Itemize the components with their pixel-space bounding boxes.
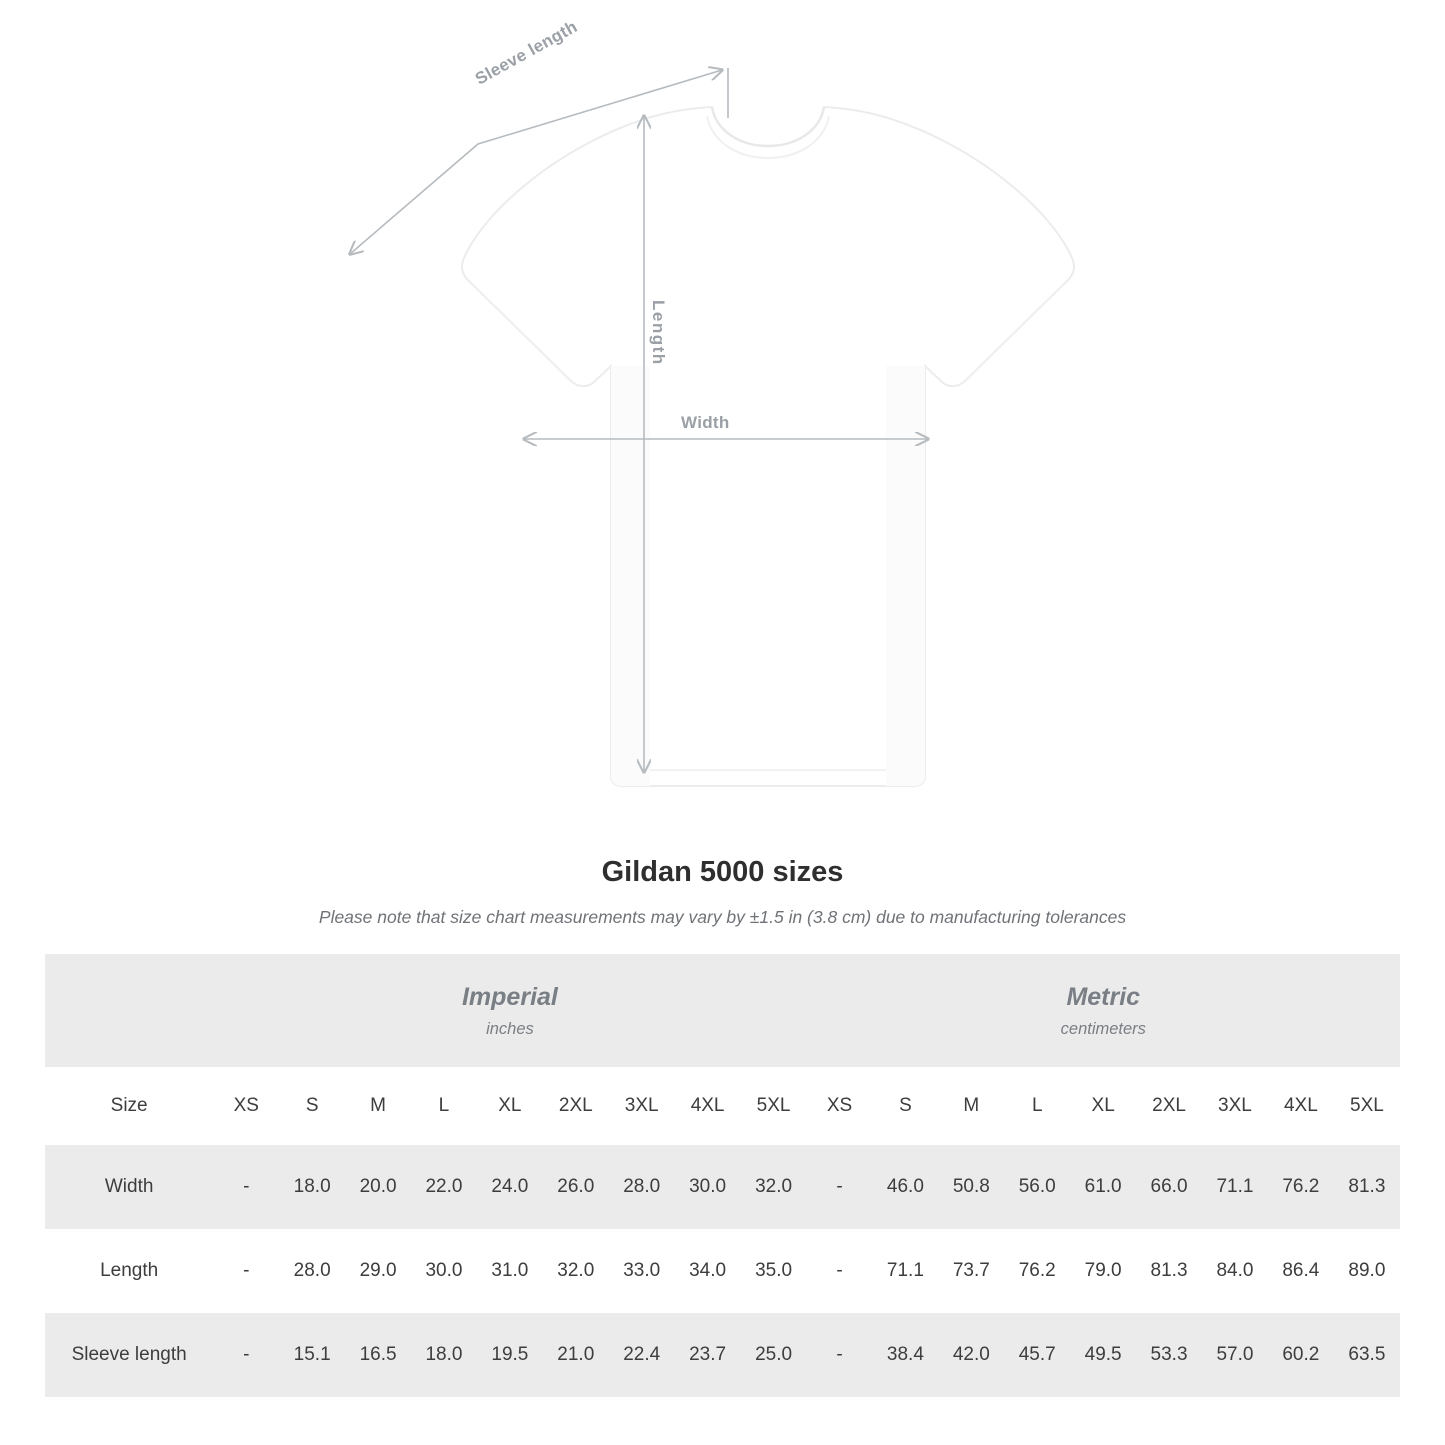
cell-sleeve-imperial-2xl: 21.0 [543,1313,609,1397]
cell-width-metric-3xl: 71.1 [1202,1145,1268,1229]
cell-sleeve-imperial-xl: 19.5 [477,1313,543,1397]
cell-width-imperial-4xl: 30.0 [675,1145,741,1229]
cell-width-metric-m: 50.8 [938,1145,1004,1229]
col-header-metric-2xl: 2XL [1136,1067,1202,1145]
col-header-imperial-3xl: 3XL [609,1067,675,1145]
cell-sleeve-metric-xs: - [807,1313,873,1397]
cell-sleeve-imperial-4xl: 23.7 [675,1313,741,1397]
imperial-unit-cell [213,954,806,1067]
cell-sleeve-imperial-s: 15.1 [279,1313,345,1397]
cell-length-imperial-3xl: 33.0 [609,1229,675,1313]
row-label-width: Width [45,1145,213,1229]
cell-length-metric-s: 71.1 [872,1229,938,1313]
col-header-imperial-2xl: 2XL [543,1067,609,1145]
cell-width-imperial-m: 20.0 [345,1145,411,1229]
cell-sleeve-metric-3xl: 57.0 [1202,1313,1268,1397]
length-label: Length [649,300,668,366]
cell-width-metric-2xl: 66.0 [1136,1145,1202,1229]
col-header-imperial-xl: XL [477,1067,543,1145]
cell-length-imperial-xl: 31.0 [477,1229,543,1313]
cell-width-metric-l: 56.0 [1004,1145,1070,1229]
cell-sleeve-metric-m: 42.0 [938,1313,1004,1397]
imperial-unit-sub: inches [486,1019,534,1038]
cell-length-metric-4xl: 86.4 [1268,1229,1334,1313]
size-table [45,954,1400,1397]
cell-width-imperial-2xl: 26.0 [543,1145,609,1229]
col-header-imperial-4xl: 4XL [675,1067,741,1145]
cell-length-imperial-m: 29.0 [345,1229,411,1313]
metric-unit-sub: centimeters [1060,1019,1146,1038]
cell-length-imperial-5xl: 35.0 [741,1229,807,1313]
col-header-metric-xs: XS [807,1067,873,1145]
row-label-sleeve-length: Sleeve length [45,1313,213,1397]
cell-sleeve-metric-4xl: 60.2 [1268,1313,1334,1397]
cell-sleeve-metric-s: 38.4 [872,1313,938,1397]
col-header-imperial-l: L [411,1067,477,1145]
metric-unit-name: Metric [1066,983,1141,1012]
cell-sleeve-imperial-5xl: 25.0 [741,1313,807,1397]
cell-length-imperial-s: 28.0 [279,1229,345,1313]
cell-length-metric-2xl: 81.3 [1136,1229,1202,1313]
cell-width-metric-xl: 61.0 [1070,1145,1136,1229]
tshirt-shape [462,107,1074,786]
row-label-length: Length [45,1229,213,1313]
cell-sleeve-metric-5xl: 63.5 [1334,1313,1400,1397]
cell-length-metric-xs: - [807,1229,873,1313]
page-title: Gildan 5000 sizes [601,856,844,888]
table-row [45,1313,1400,1397]
table-row [45,1145,1400,1229]
cell-width-imperial-xs: - [213,1145,279,1229]
cell-length-metric-m: 73.7 [938,1229,1004,1313]
col-header-imperial-m: M [345,1067,411,1145]
unit-spacer-cell [45,954,213,1067]
cell-width-imperial-5xl: 32.0 [741,1145,807,1229]
cell-length-imperial-4xl: 34.0 [675,1229,741,1313]
cell-length-imperial-2xl: 32.0 [543,1229,609,1313]
cell-sleeve-metric-2xl: 53.3 [1136,1313,1202,1397]
col-header-imperial-xs: XS [213,1067,279,1145]
cell-width-metric-4xl: 76.2 [1268,1145,1334,1229]
cell-length-imperial-xs: - [213,1229,279,1313]
cell-sleeve-metric-l: 45.7 [1004,1313,1070,1397]
col-header-imperial-s: S [279,1067,345,1145]
col-header-metric-3xl: 3XL [1202,1067,1268,1145]
imperial-unit-name: Imperial [461,983,558,1012]
cell-sleeve-metric-xl: 49.5 [1070,1313,1136,1397]
col-header-imperial-5xl: 5XL [741,1067,807,1145]
cell-length-imperial-l: 30.0 [411,1229,477,1313]
col-header-metric-s: S [872,1067,938,1145]
cell-length-metric-xl: 79.0 [1070,1229,1136,1313]
width-label: Width [681,413,730,432]
cell-sleeve-imperial-3xl: 22.4 [609,1313,675,1397]
cell-length-metric-3xl: 84.0 [1202,1229,1268,1313]
sleeve-length-label: Sleeve length [472,16,581,89]
size-header-row [45,1067,1400,1145]
cell-width-metric-5xl: 81.3 [1334,1145,1400,1229]
cell-width-imperial-3xl: 28.0 [609,1145,675,1229]
size-column-header: Size [45,1067,213,1145]
cell-width-metric-xs: - [807,1145,873,1229]
col-header-metric-4xl: 4XL [1268,1067,1334,1145]
col-header-metric-5xl: 5XL [1334,1067,1400,1145]
title-block [0,856,1445,928]
tolerance-note: Please note that size chart measurements may vary by ±1.5 in (3.8 cm) due to manufacturing tolerances [318,907,1127,927]
cell-width-imperial-s: 18.0 [279,1145,345,1229]
table-row [45,1229,1400,1313]
col-header-metric-m: M [938,1067,1004,1145]
cell-sleeve-imperial-m: 16.5 [345,1313,411,1397]
cell-width-metric-s: 46.0 [872,1145,938,1229]
unit-header-row [45,954,1400,1067]
cell-width-imperial-xl: 24.0 [477,1145,543,1229]
col-header-metric-l: L [1004,1067,1070,1145]
cell-sleeve-imperial-xs: - [213,1313,279,1397]
size-table-wrap [0,954,1445,1397]
metric-unit-cell [807,954,1400,1067]
col-header-metric-xl: XL [1070,1067,1136,1145]
cell-width-imperial-l: 22.0 [411,1145,477,1229]
cell-sleeve-imperial-l: 18.0 [411,1313,477,1397]
cell-length-metric-l: 76.2 [1004,1229,1070,1313]
cell-length-metric-5xl: 89.0 [1334,1229,1400,1313]
